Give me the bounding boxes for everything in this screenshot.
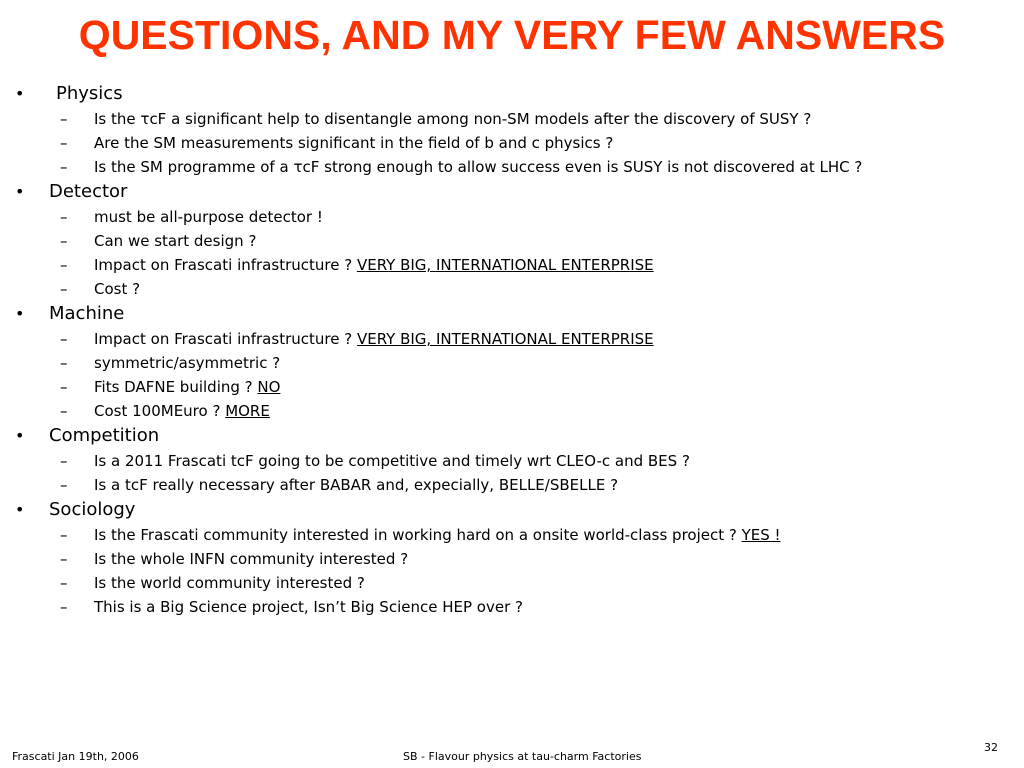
item-text: This is a Big Science project, Isn’t Big Science HEP over ?: [94, 598, 523, 616]
list-item: [0, 547, 1024, 571]
item-text: Is a 2011 Frascati tcF going to be competitive and timely wrt CLEO-c and BES ?: [94, 452, 690, 470]
item-text: Cost 100MEuro ? MORE: [94, 402, 270, 420]
dash: –: [60, 598, 68, 616]
list-item: [0, 229, 1024, 253]
tau-symbol: τ: [140, 110, 150, 128]
answer-text: VERY BIG, INTERNATIONAL ENTERPRISE: [356, 330, 654, 348]
answer-text: NO: [257, 378, 281, 396]
dash: –: [60, 256, 68, 274]
item-text: Are the SM measurements significant in the field of b and c physics ?: [94, 134, 614, 152]
item-text: symmetric/asymmetric ?: [94, 354, 281, 372]
list-item: [0, 571, 1024, 595]
list-item: [0, 449, 1024, 473]
dash: –: [60, 452, 68, 470]
item-text: must be all-purpose detector !: [94, 208, 323, 226]
dash: –: [60, 476, 68, 494]
list-item: [0, 277, 1024, 301]
section-label-detector: Detector: [49, 181, 128, 202]
section-label-machine: Machine: [49, 303, 125, 324]
section-detector: [0, 179, 1024, 205]
item-text: Is a tcF really necessary after BABAR and, expecially, BELLE/SBELLE ?: [94, 476, 619, 494]
item-text: Can we start design ?: [94, 232, 257, 250]
dash: –: [60, 158, 68, 176]
item-text: Is the τcF a significant help to disentangle among non-SM models after the discovery of SUSY ?: [94, 110, 812, 128]
slide-title: QUESTIONS, AND MY VERY FEW ANSWERS: [78, 12, 946, 58]
dash: –: [60, 208, 68, 226]
section-machine: [0, 301, 1024, 327]
bullet: •: [15, 500, 25, 519]
dash: –: [60, 110, 68, 128]
list-item: [0, 375, 1024, 399]
dash: –: [60, 378, 68, 396]
answer-text: VERY BIG, INTERNATIONAL ENTERPRISE: [356, 256, 654, 274]
list-item: [0, 399, 1024, 423]
bullet: •: [15, 182, 25, 201]
section-label-sociology: Sociology: [49, 499, 136, 520]
footer-date: Frascati Jan 19th, 2006: [12, 750, 139, 763]
slide-body: [0, 81, 1024, 619]
dash: –: [60, 134, 68, 152]
dash: –: [60, 574, 68, 592]
item-text: Is the Frascati community interested in working hard on a onsite world-class project ? YES !: [94, 526, 781, 544]
list-item: [0, 351, 1024, 375]
bullet: •: [15, 426, 25, 445]
dash: –: [60, 280, 68, 298]
item-text: Is the world community interested ?: [94, 574, 365, 592]
answer-text: YES !: [741, 526, 781, 544]
item-text: Cost ?: [94, 280, 141, 298]
item-text: Fits DAFNE building ? NO: [94, 378, 281, 396]
section-physics: [0, 81, 1024, 107]
answer-text: MORE: [225, 402, 270, 420]
footer-title: SB - Flavour physics at tau-charm Factories: [403, 750, 642, 763]
section-label-competition: Competition: [49, 425, 160, 446]
list-item: [0, 107, 1024, 131]
list-item: [0, 131, 1024, 155]
bullet: •: [15, 84, 25, 103]
section-competition: [0, 423, 1024, 449]
item-text: Is the whole INFN community interested ?: [94, 550, 409, 568]
page-number: 32: [984, 741, 998, 754]
dash: –: [60, 330, 68, 348]
section-label-physics: Physics: [56, 83, 123, 104]
list-item: [0, 155, 1024, 179]
list-item: [0, 595, 1024, 619]
list-item: [0, 523, 1024, 547]
list-item: [0, 327, 1024, 351]
dash: –: [60, 550, 68, 568]
item-text: Is the SM programme of a τcF strong enough to allow success even is SUSY is not discovered at LHC ?: [94, 158, 863, 176]
dash: –: [60, 402, 68, 420]
bullet: •: [15, 304, 25, 323]
item-text: Impact on Frascati infrastructure ? VERY BIG, INTERNATIONAL ENTERPRISE: [94, 256, 654, 274]
dash: –: [60, 526, 68, 544]
tau-symbol: τ: [293, 158, 303, 176]
item-text: Impact on Frascati infrastructure ? VERY BIG, INTERNATIONAL ENTERPRISE: [94, 330, 654, 348]
dash: –: [60, 354, 68, 372]
list-item: [0, 253, 1024, 277]
list-item: [0, 473, 1024, 497]
dash: –: [60, 232, 68, 250]
list-item: [0, 205, 1024, 229]
section-sociology: [0, 497, 1024, 523]
